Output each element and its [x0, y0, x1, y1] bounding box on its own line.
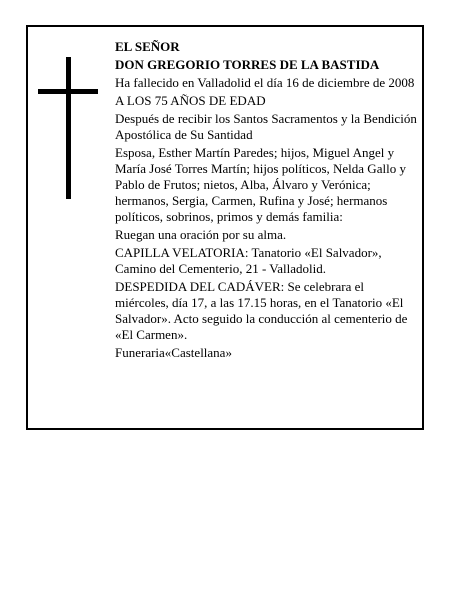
cross-vertical-bar	[66, 57, 71, 199]
notice-text	[115, 39, 420, 363]
deceased-name: DON GREGORIO TORRES DE LA BASTIDA	[115, 57, 380, 72]
death-statement: Ha fallecido en Valladolid el día 16 de diciembre de 2008	[115, 75, 415, 90]
prayer-request: Ruegan una oración por su alma.	[115, 227, 287, 242]
funeral-home: Funeraria«Castellana»	[115, 345, 232, 360]
family-list: Esposa, Esther Martín Paredes; hijos, Miguel Angel y María José Torres Martín; hijos políticos, Nelda Gallo y Pablo de Frutos; nietos, Alba, Álvaro y Verónica; hermanos, Sergia, Carmen, Rufina y José; hermanos políticos, sobrinos, primos y demás familia:	[115, 145, 406, 224]
cross-horizontal-bar	[38, 89, 98, 94]
chapel-info: CAPILLA VELATORIA: Tanatorio «El Salvador», Camino del Cementerio, 21 - Valladolid.	[115, 245, 382, 276]
obituary-notice	[26, 25, 424, 430]
farewell-info: DESPEDIDA DEL CADÁVER: Se celebrara el miércoles, día 17, a las 17.15 horas, en el Tanatorio «El Salvador». Acto seguido la conducción al cementerio de «El Carmen».	[115, 279, 408, 342]
honorific: EL SEÑOR	[115, 39, 180, 54]
age-statement: A LOS 75 AÑOS DE EDAD	[115, 93, 266, 108]
sacraments-statement: Después de recibir los Santos Sacramentos y la Bendición Apostólica de Su Santidad	[115, 111, 417, 142]
cross-icon	[38, 57, 98, 199]
